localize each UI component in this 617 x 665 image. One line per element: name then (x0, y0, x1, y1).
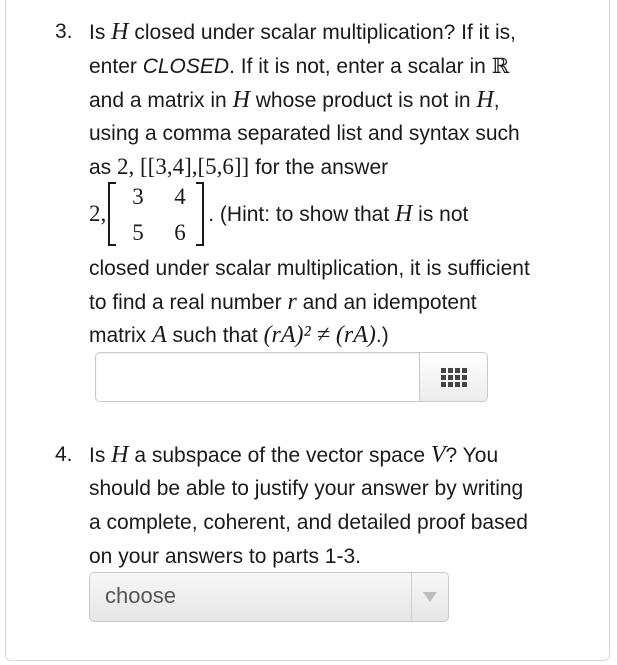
triangle-down-icon (423, 592, 437, 602)
q4-line-4: on your answers to parts 1-3. (89, 545, 361, 568)
dropdown-arrow[interactable] (411, 573, 448, 621)
q4-line-3: a complete, coherent, and detailed proof based (89, 511, 528, 534)
q3-line-4: using a comma separated list and syntax such (89, 122, 520, 145)
q4-line-1: Is H a subspace of the vector space V? You (89, 442, 499, 468)
matrix-cell: 3 (132, 184, 144, 210)
answer-select[interactable] (89, 572, 449, 622)
answer-input[interactable] (96, 353, 420, 401)
q3-line-1: Is H closed under scalar multiplication? If it is, (89, 19, 517, 45)
math-keypad-button[interactable] (420, 353, 487, 401)
right-bracket (196, 182, 204, 246)
q3-line-7: closed under scalar multiplication, it is sufficient (89, 257, 530, 280)
q3-line-3: and a matrix in H whose product is not in H, (89, 87, 500, 113)
question-number: 4. (55, 443, 73, 466)
example-matrix (108, 182, 204, 248)
answer-field-group (95, 352, 488, 402)
select-value: choose (105, 583, 176, 608)
grid-keypad-icon (441, 368, 467, 387)
matrix-cell: 6 (174, 220, 186, 246)
q4-line-2: should be able to justify your answer by writing (89, 477, 524, 500)
q3-line-8: to find a real number r and an idempotent (89, 289, 477, 315)
matrix-cell: 4 (174, 184, 186, 210)
q3-line-9: matrix A such that (rA)² ≠ (rA).) (89, 322, 389, 348)
q3-line-2: enter CLOSED. If it is not, enter a scalar in ℝ (89, 54, 510, 78)
question-number: 3. (55, 20, 73, 43)
left-bracket (108, 182, 116, 246)
q3-line-5: as 2, [[3,4],[5,6]] for the answer (89, 154, 389, 179)
matrix-cell: 5 (132, 220, 144, 246)
q3-line-6: 2, 3 4 5 6 . (Hint: to show that H is not (89, 181, 468, 248)
